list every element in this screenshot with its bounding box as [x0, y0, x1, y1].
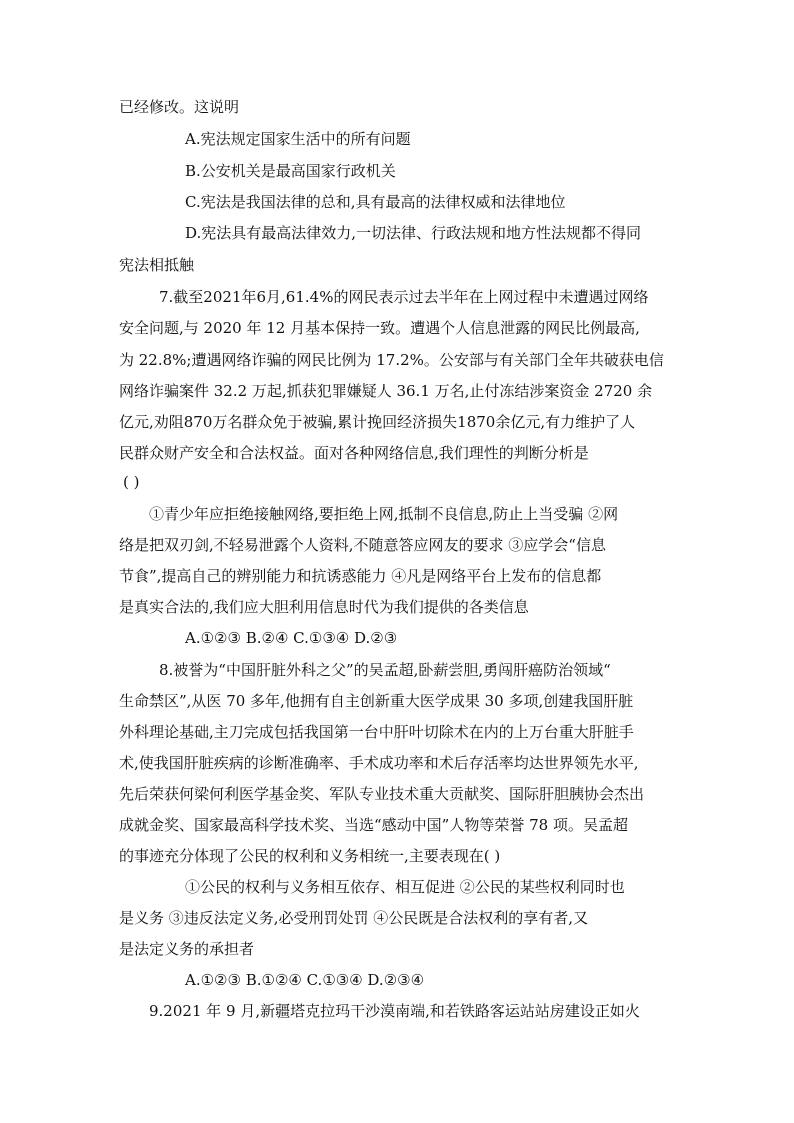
q7-stem-line: 亿元,劝阻870万名群众免于被骗,累计挽回经济损失1870余亿元,有力维护了人: [119, 413, 636, 431]
q8-statement-line: ①公民的权利与义务相互依存、相互促进 ②公民的某些权利同时也: [185, 878, 625, 896]
q7-stem-line: 安全问题,与 2020 年 12 月基本保持一致。遭遇个人信息泄露的网民比例最高,: [119, 319, 640, 337]
q8-stem-line: 先后荣获何梁何利医学基金奖、军队专业技术重大贡献奖、国际肝胆胰协会杰出: [119, 785, 645, 803]
q8-stem-line: 的事迹充分体现了公民的权利和义务相统一,主要表现在( ): [119, 847, 501, 865]
q6-option-b: B.公安机关是最高国家行政机关: [185, 162, 396, 180]
q7-statement-line: 络是把双刃剑,不轻易泄露个人资料,不随意答应网友的要求 ③应学会“信息: [119, 536, 606, 554]
q8-stem-line: 外科理论基础,主刀完成包括我国第一台中肝叶切除术在内的上万台重大肝脏手: [119, 723, 634, 741]
q6-stem-end: 已经修改。这说明: [119, 98, 240, 116]
q7-statement-line: ①青少年应拒绝接触网络,要拒绝上网,抵制不良信息,防止上当受骗 ②网: [149, 505, 619, 523]
q7-stem-line: 为 22.8%;遭遇网络诈骗的网民比例为 17.2%。公安部与有关部门全年共破获电信: [119, 351, 664, 369]
q9-stem-start: 9.2021 年 9 月,新疆塔克拉玛干沙漠南端,和若铁路客运站站房建设正如火: [149, 1002, 640, 1020]
q8-statement-line: 是法定义务的承担者: [119, 940, 255, 958]
q8-stem-line: 生命禁区”,从医 70 多年,他拥有自主创新重大医学成果 30 多项,创建我国肝脏: [119, 692, 634, 710]
q8-choices: A.①②③ B.①②④ C.①③④ D.②③④: [185, 971, 425, 989]
q7-stem-line: 民群众财产安全和合法权益。面对各种网络信息,我们理性的判断分析是: [119, 444, 589, 462]
q7-stem-line: 网络诈骗案件 32.2 万起,抓获犯罪嫌疑人 36.1 万名,止付冻结涉案资金 2720 余: [119, 382, 653, 400]
q6-option-d-line2: 宪法相抵触: [119, 256, 195, 274]
q6-option-d-line1: D.宪法具有最高法律效力,一切法律、行政法规和地方性法规都不得同: [185, 224, 642, 242]
q7-statement-line: 是真实合法的,我们应大胆利用信息时代为我们提供的各类信息: [119, 598, 529, 616]
q7-choices: A.①②③ B.②④ C.①③④ D.②③: [185, 629, 398, 647]
q7-answer-bracket: ( ): [123, 473, 140, 491]
q7-statement-line: 节食”,提高自己的辨别能力和抗诱惑能力 ④凡是网络平台上发布的信息都: [119, 567, 602, 585]
q6-option-c: C.宪法是我国法律的总和,具有最高的法律权威和法律地位: [185, 193, 566, 211]
q8-statement-line: 是义务 ③违反法定义务,必受刑罚处罚 ④公民既是合法权利的享有者,又: [119, 909, 589, 927]
q8-stem-line: 术,使我国肝脏疾病的诊断准确率、手术成功率和术后存活率均达世界领先水平,: [119, 754, 639, 772]
q6-option-a: A.宪法规定国家生活中的所有问题: [185, 130, 411, 148]
q8-stem-line: 8.被誉为“中国肝脏外科之父”的吴孟超,卧薪尝胆,勇闯肝癌防治领域“: [159, 661, 611, 679]
q7-stem-line: 7.截至2021年6月,61.4%的网民表示过去半年在上网过程中未遭遇过网络: [159, 288, 649, 306]
q8-stem-line: 成就金奖、国家最高科学技术奖、当选“感动中国”人物等荣誉 78 项。吴孟超: [119, 816, 628, 834]
